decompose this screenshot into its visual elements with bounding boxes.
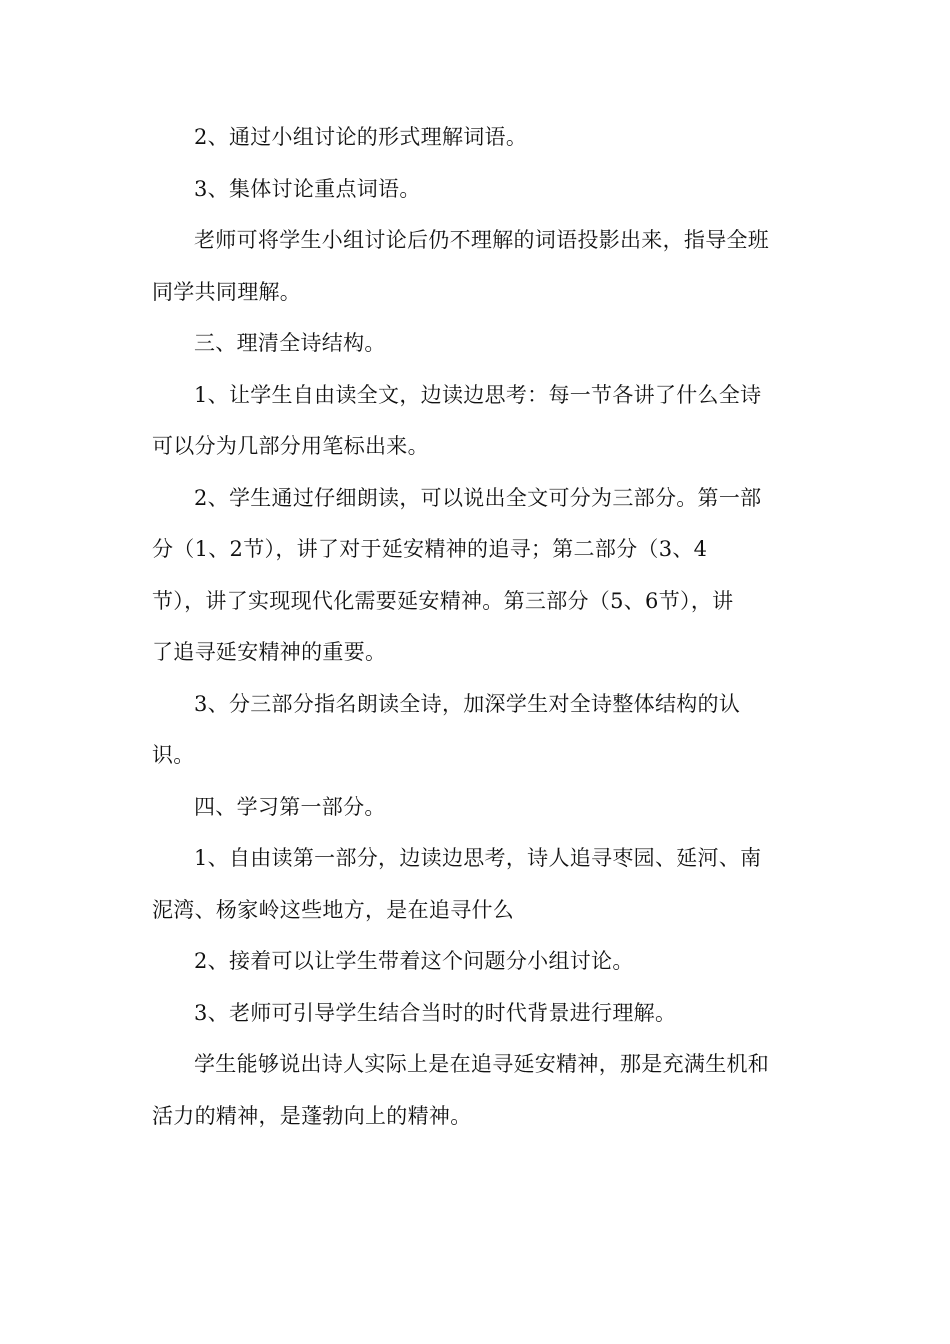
document-body (152, 112, 802, 1142)
text-line: 节），讲了实现现代化需要延安精神。第三部分（5、6节），讲 (152, 588, 734, 613)
text-line: 1、自由读第一部分，边读边思考，诗人追寻枣园、延河、南 (194, 846, 762, 870)
text-line: 2、通过小组讨论的形式理解词语。 (194, 125, 528, 149)
text-line: 同学共同理解。 (152, 279, 302, 304)
text-line: 3、分三部分指名朗读全诗，加深学生对全诗整体结构的认 (194, 691, 741, 716)
text-line: 活力的精神，是蓬勃向上的精神。 (152, 1103, 472, 1128)
section-heading: 三、理清全诗结构。 (194, 331, 386, 355)
text-line: 2、学生通过仔细朗读，可以说出全文可分为三部分。第一部 (194, 485, 762, 510)
section-heading: 四、学习第一部分。 (194, 794, 386, 819)
text-line: 1、让学生自由读全文，边读边思考：每一节各讲了什么全诗 (194, 382, 762, 407)
text-line: 学生能够说出诗人实际上是在追寻延安精神，那是充满生机和 (194, 1052, 770, 1076)
text-line: 分（1、2节），讲了对于延安精神的追寻；第二部分（3、4 (152, 537, 708, 561)
text-line: 了追寻延安精神的重要。 (152, 640, 387, 664)
text-line: 识。 (152, 743, 195, 767)
text-line: 可以分为几部分用笔标出来。 (152, 434, 429, 458)
text-line: 3、集体讨论重点词语。 (194, 176, 421, 201)
text-line: 2、接着可以让学生带着这个问题分小组讨论。 (194, 949, 634, 973)
text-line: 3、老师可引导学生结合当时的时代背景进行理解。 (194, 1000, 677, 1025)
text-line: 老师可将学生小组讨论后仍不理解的词语投影出来，指导全班 (194, 228, 770, 252)
text-line: 泥湾、杨家岭这些地方，是在追寻什么 (152, 897, 515, 922)
